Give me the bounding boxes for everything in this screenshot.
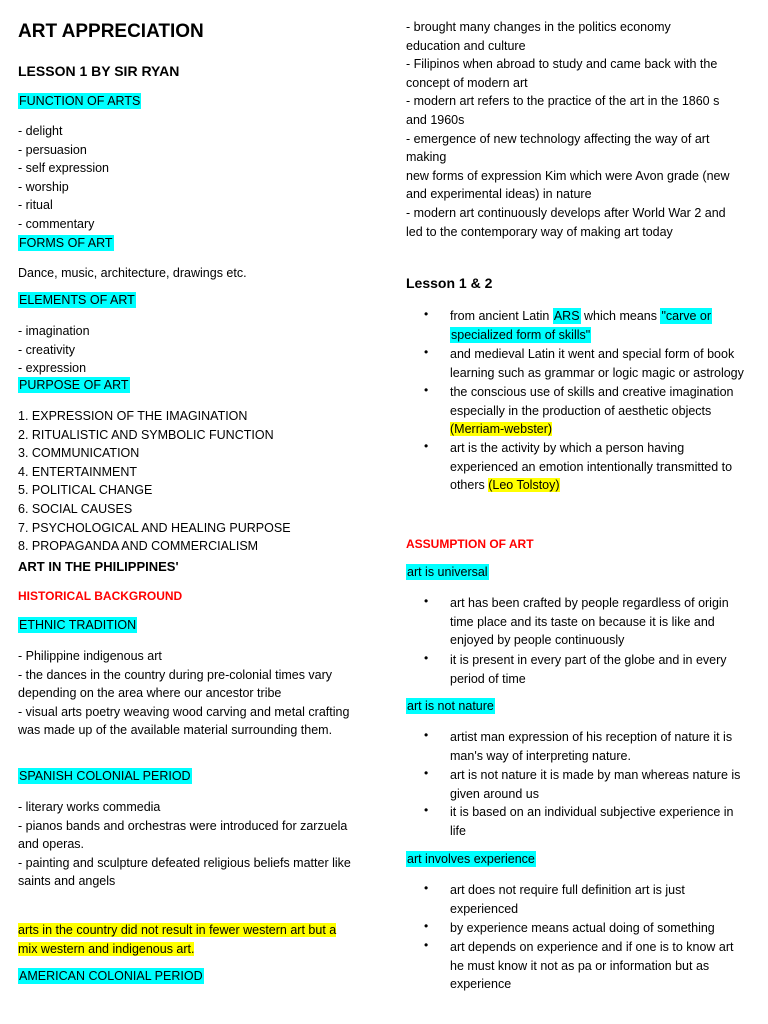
purpose-heading: PURPOSE OF ART [19, 378, 129, 392]
list-item: - commentary [18, 216, 95, 231]
ethnic-heading: ETHNIC TRADITION [19, 618, 137, 632]
list-item: 5. POLITICAL CHANGE [18, 483, 153, 498]
experience-heading: art involves experience [407, 852, 535, 866]
list-item: - imagination [18, 324, 90, 338]
american-text: - brought many changes in the politics economy education and culture - Filipinos when abroad to study and came back with the concept of modern art - modern art refers to the practice of the art in the 1860 s and 1960s - emergence of new technology affecting the way of art making new forms of expression Kim which were Avon grade (new and experimental ideas) in nature - modern art continuously develops after World War 2 and led to the contemporary way of making art today [406, 20, 730, 239]
notnature-heading: art is not nature [407, 699, 494, 713]
list-item: - persuasion [18, 142, 87, 157]
philippines-heading: ART IN THE PHILIPPINES' [18, 559, 179, 574]
list-item: - creativity [18, 342, 75, 357]
lesson-title: LESSON 1 BY SIR RYAN [18, 63, 180, 79]
purpose-list [18, 407, 291, 556]
document-title: ART APPRECIATION [18, 21, 204, 42]
list-item: - expression [18, 361, 87, 376]
list-item: 3. COMMUNICATION [18, 446, 140, 461]
american-heading: AMERICAN COLONIAL PERIOD [19, 969, 203, 983]
list-item: 1. EXPRESSION OF THE IMAGINATION [18, 409, 248, 423]
spanish-heading: SPANISH COLONIAL PERIOD [19, 769, 191, 783]
list-item: 4. ENTERTAINMENT [18, 464, 137, 479]
elements-list [18, 322, 90, 378]
spanish-text: - literary works commedia - pianos bands and orchestras were introduced for zarzuela and operas. - painting and sculpture defeated religious beliefs matter like saints and angels [18, 800, 351, 889]
list-item: - ritual [18, 198, 53, 213]
forms-text: Dance, music, architecture, drawings etc. [18, 266, 247, 280]
list-item: 7. PSYCHOLOGICAL AND HEALING PURPOSE [18, 520, 291, 535]
universal-heading: art is universal [407, 565, 488, 579]
mix-note: arts in the country did not result in fewer western art but a mix western and indigenous art. [18, 923, 337, 956]
list-item: 8. PROPAGANDA AND COMMERCIALISM [18, 539, 259, 554]
function-list [18, 122, 109, 234]
list-item: - delight [18, 124, 63, 138]
elements-heading: ELEMENTS OF ART [19, 293, 135, 307]
assumption-heading: ASSUMPTION OF ART [406, 537, 534, 551]
list-item: 6. SOCIAL CAUSES [18, 501, 133, 516]
list-item: - self expression [18, 161, 110, 176]
historical-heading: HISTORICAL BACKGROUND [18, 589, 183, 603]
forms-heading: FORMS OF ART [19, 236, 113, 250]
lesson-heading: Lesson 1 & 2 [406, 275, 493, 291]
function-heading: FUNCTION OF ARTS [19, 94, 141, 108]
list-item: - worship [18, 179, 69, 194]
ethnic-text: - Philippine indigenous art - the dances in the country during pre-colonial times vary depending on the area where our ancestor tribe - visual arts poetry weaving wood carving and metal crafting was made up of the available material surrounding them. [18, 649, 350, 738]
list-item: 2. RITUALISTIC AND SYMBOLIC FUNCTION [18, 427, 274, 442]
